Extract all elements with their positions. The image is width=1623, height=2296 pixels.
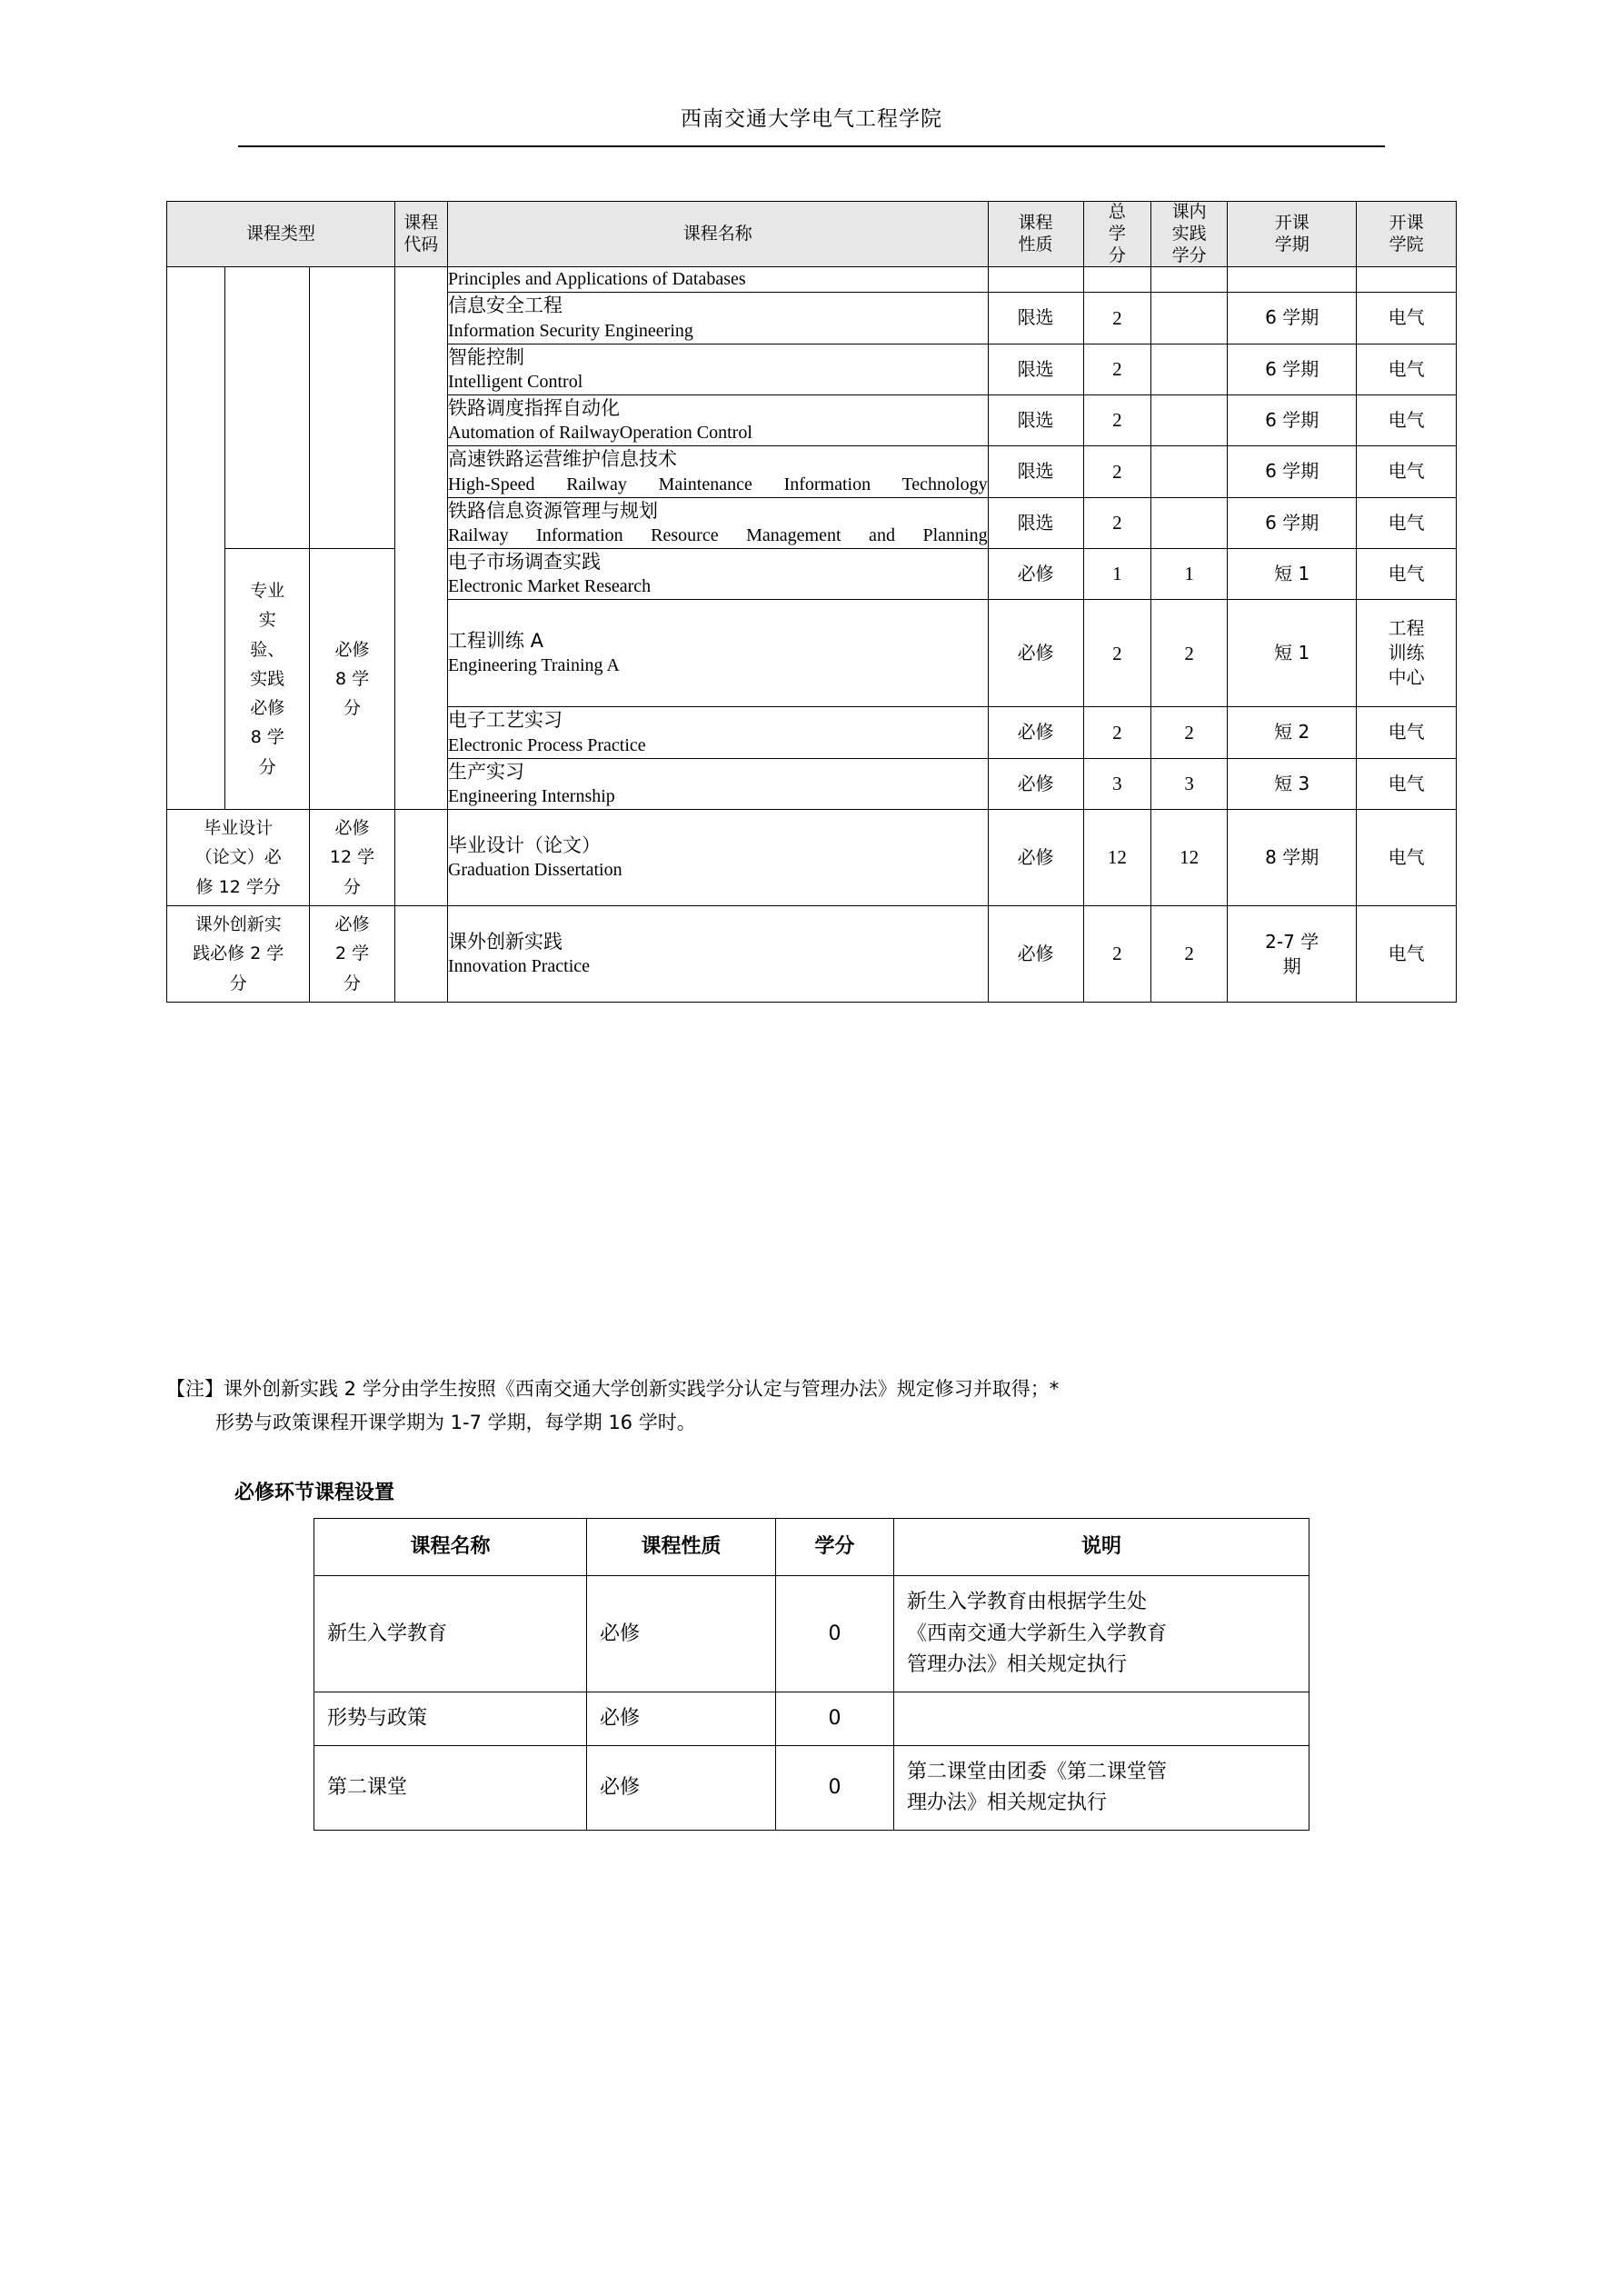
course-name-cn: 高速铁路运营维护信息技术 <box>447 448 677 471</box>
course-credits: 2 <box>1083 293 1151 344</box>
course-code-cell <box>394 267 447 810</box>
course-practice-credits: 1 <box>1151 548 1228 599</box>
course-practice-credits: 12 <box>1151 810 1228 906</box>
table-row <box>314 1692 1309 1746</box>
req-desc-line: 理办法》相关规定执行 <box>907 1792 1108 1815</box>
course-credits <box>1083 267 1151 293</box>
group-line: 8 学 <box>250 727 284 748</box>
group-line: 分 <box>344 973 362 993</box>
header-term <box>1228 202 1357 267</box>
course-college: 电气 <box>1357 758 1457 809</box>
course-name-cn: 铁路调度指挥自动化 <box>447 396 620 419</box>
course-nature: 必修 <box>988 906 1083 1003</box>
req-name: 第二课堂 <box>314 1746 587 1831</box>
course-name-cell <box>447 758 988 809</box>
course-nature: 必修 <box>988 600 1083 707</box>
required-modules-table-container <box>314 1518 1309 1831</box>
course-name-cn: 信息安全工程 <box>447 294 563 317</box>
course-college: 电气 <box>1357 394 1457 445</box>
header-college-line1: 开课 <box>1389 212 1424 233</box>
course-practice-credits: 2 <box>1151 906 1228 1003</box>
header-category: 课程类型 <box>167 202 395 267</box>
course-name-en: Graduation Dissertation <box>447 860 622 881</box>
term-line: 期 <box>1282 954 1301 977</box>
course-name-en: Innovation Practice <box>447 956 591 977</box>
table-row <box>167 267 1457 293</box>
course-code-cell <box>394 906 447 1003</box>
course-name-cn: 电子市场调查实践 <box>447 550 601 573</box>
course-practice-credits: 2 <box>1151 600 1228 707</box>
course-college: 电气 <box>1357 446 1457 497</box>
req-desc <box>894 1692 1309 1746</box>
course-credits: 2 <box>1083 446 1151 497</box>
course-name-en: High-Speed Railway Maintenance Information Technology <box>447 474 988 494</box>
table-header-row <box>167 202 1457 267</box>
course-college: 电气 <box>1357 497 1457 548</box>
course-college: 电气 <box>1357 810 1457 906</box>
req-desc <box>894 1746 1309 1831</box>
course-credits: 2 <box>1083 600 1151 707</box>
group-line: 8 学 <box>334 668 370 689</box>
course-name-cell <box>447 707 988 758</box>
course-name-cn: 课外创新实践 <box>447 930 563 953</box>
group-line: 实 <box>258 610 276 631</box>
course-code-cell <box>394 810 447 906</box>
course-term <box>1228 906 1357 1003</box>
header-name: 课程名称 <box>447 202 988 267</box>
header-practice-line3: 学分 <box>1171 245 1207 265</box>
header-term-line2: 学期 <box>1274 234 1309 255</box>
group-line: （论文）必 <box>194 847 282 868</box>
req-credit: 0 <box>776 1746 894 1831</box>
req-header-desc: 说明 <box>894 1519 1309 1576</box>
req-nature: 必修 <box>587 1746 776 1831</box>
course-name-en: Principles and Applications of Databases <box>447 269 746 290</box>
req-credit: 0 <box>776 1692 894 1746</box>
course-name-en: Automation of RailwayOperation Control <box>447 423 752 444</box>
course-name-cn: 铁路信息资源管理与规划 <box>447 499 658 522</box>
header-total-credits-line3: 分 <box>1108 245 1126 265</box>
course-name-cell <box>447 446 988 497</box>
course-name-cn: 智能控制 <box>447 345 524 368</box>
group-line: 分 <box>229 973 247 993</box>
course-name-cell <box>447 810 988 906</box>
course-nature: 限选 <box>988 344 1083 394</box>
course-term: 6 学期 <box>1228 293 1357 344</box>
course-college: 电气 <box>1357 293 1457 344</box>
course-nature: 必修 <box>988 810 1083 906</box>
group-cell-elective-credits <box>310 267 394 549</box>
course-table-container <box>166 201 1457 1003</box>
header-total-credits <box>1083 202 1151 267</box>
course-term <box>1228 267 1357 293</box>
req-name: 形势与政策 <box>314 1692 587 1746</box>
course-nature: 必修 <box>988 548 1083 599</box>
group-line: 必修 <box>250 698 285 719</box>
course-credits: 2 <box>1083 344 1151 394</box>
header-divider <box>238 145 1385 147</box>
course-college <box>1357 600 1457 707</box>
req-credit: 0 <box>776 1576 894 1692</box>
header-code-line2: 代码 <box>403 234 439 255</box>
header-code-line1: 课程 <box>403 212 439 233</box>
group-line: 实践 <box>250 668 285 689</box>
course-nature: 限选 <box>988 293 1083 344</box>
group-line: 12 学 <box>329 847 375 868</box>
college-line: 训练 <box>1388 642 1425 664</box>
course-term: 6 学期 <box>1228 394 1357 445</box>
course-credits: 12 <box>1083 810 1151 906</box>
course-name-cn: 毕业设计（论文） <box>447 834 601 856</box>
group-cell-outer <box>167 267 225 810</box>
course-term: 短 1 <box>1228 600 1357 707</box>
table-row <box>314 1576 1309 1692</box>
course-name-cell <box>447 267 988 293</box>
header-nature-line1: 课程 <box>1018 212 1053 233</box>
course-name-cn: 生产实习 <box>447 760 524 783</box>
req-header-credit: 学分 <box>776 1519 894 1576</box>
course-term: 短 2 <box>1228 707 1357 758</box>
table-row <box>314 1746 1309 1831</box>
req-name: 新生入学教育 <box>314 1576 587 1692</box>
header-college-line2: 学院 <box>1389 234 1424 255</box>
course-credits: 2 <box>1083 497 1151 548</box>
course-name-en: Electronic Market Research <box>447 576 652 597</box>
header-title: 西南交通大学电气工程学院 <box>681 107 942 131</box>
group-line: 必修 <box>334 818 370 839</box>
course-name-cn: 电子工艺实习 <box>447 709 563 732</box>
table-header-row <box>314 1519 1309 1576</box>
table-row <box>167 810 1457 906</box>
table-row <box>167 906 1457 1003</box>
table-row <box>167 548 1457 599</box>
course-term: 6 学期 <box>1228 446 1357 497</box>
course-table <box>166 201 1457 1003</box>
header-total-credits-line2: 学 <box>1108 223 1126 244</box>
header-practice-line1: 课内 <box>1171 202 1207 222</box>
group-label-major-practice <box>225 548 310 809</box>
req-header-name: 课程名称 <box>314 1519 587 1576</box>
course-nature: 限选 <box>988 497 1083 548</box>
header-college <box>1357 202 1457 267</box>
course-name-en: Information Security Engineering <box>447 320 693 341</box>
course-name-cell <box>447 344 988 394</box>
group-line: 必修 <box>334 639 370 660</box>
header-nature-line2: 性质 <box>1018 234 1053 255</box>
req-desc-line: 管理办法》相关规定执行 <box>907 1652 1128 1676</box>
group-line: 必修 <box>334 914 370 935</box>
course-practice-credits <box>1151 497 1228 548</box>
course-practice-credits <box>1151 344 1228 394</box>
course-name-cell <box>447 394 988 445</box>
required-modules-table <box>314 1518 1309 1831</box>
header-practice-line2: 实践 <box>1171 223 1207 244</box>
course-college: 电气 <box>1357 548 1457 599</box>
header-term-line1: 开课 <box>1274 212 1309 233</box>
course-college: 电气 <box>1357 707 1457 758</box>
group-line: 践必修 2 学 <box>193 943 284 964</box>
header-total-credits-line1: 总 <box>1108 202 1126 222</box>
group-label-innovation <box>167 906 310 1003</box>
course-term: 短 1 <box>1228 548 1357 599</box>
course-college: 电气 <box>1357 344 1457 394</box>
note-line-2: 形势与政策课程开课学期为 1-7 学期，每学期 16 学时。 <box>215 1411 696 1433</box>
term-line: 2-7 学 <box>1265 930 1319 953</box>
course-practice-credits: 3 <box>1151 758 1228 809</box>
course-term: 短 3 <box>1228 758 1357 809</box>
college-line: 工程 <box>1388 617 1425 640</box>
course-name-en: Intelligent Control <box>447 371 583 392</box>
section-heading: 必修环节课程设置 <box>234 1482 395 1504</box>
course-name-en: Railway Information Resource Management and Planning <box>447 524 988 545</box>
course-practice-credits <box>1151 394 1228 445</box>
course-name-en: Engineering Internship <box>447 786 615 806</box>
course-nature <box>988 267 1083 293</box>
course-name-cell <box>447 293 988 344</box>
course-practice-credits: 2 <box>1151 707 1228 758</box>
group-line: 2 学 <box>334 943 370 964</box>
req-desc-line: 《西南交通大学新生入学教育 <box>907 1622 1168 1645</box>
req-nature: 必修 <box>587 1576 776 1692</box>
group-line: 毕业设计 <box>204 818 274 839</box>
page-header <box>0 107 1623 133</box>
course-term: 6 学期 <box>1228 344 1357 394</box>
college-line: 中心 <box>1388 666 1425 689</box>
course-name-cell <box>447 906 988 1003</box>
req-desc <box>894 1576 1309 1692</box>
req-header-nature: 课程性质 <box>587 1519 776 1576</box>
header-practice-credits <box>1151 202 1228 267</box>
course-credits: 3 <box>1083 758 1151 809</box>
group-credits-major-practice <box>310 548 394 809</box>
course-practice-credits <box>1151 446 1228 497</box>
course-nature: 限选 <box>988 394 1083 445</box>
group-line: 专业 <box>250 580 285 601</box>
req-nature: 必修 <box>587 1692 776 1746</box>
course-term: 8 学期 <box>1228 810 1357 906</box>
header-nature <box>988 202 1083 267</box>
group-credits-innovation <box>310 906 394 1003</box>
course-name-en: Electronic Process Practice <box>447 734 646 755</box>
group-credits-graduation <box>310 810 394 906</box>
group-line: 课外创新实 <box>194 914 282 935</box>
req-desc-line: 第二课堂由团委《第二课堂管 <box>907 1761 1168 1784</box>
course-credits: 2 <box>1083 394 1151 445</box>
course-nature: 必修 <box>988 758 1083 809</box>
group-line: 分 <box>258 756 276 777</box>
header-code <box>394 202 447 267</box>
group-line: 验、 <box>250 639 285 660</box>
course-credits: 2 <box>1083 707 1151 758</box>
course-credits: 1 <box>1083 548 1151 599</box>
course-name-cell <box>447 497 988 548</box>
group-cell-elective <box>225 267 310 549</box>
course-practice-credits <box>1151 267 1228 293</box>
group-line: 分 <box>344 698 362 719</box>
course-term: 6 学期 <box>1228 497 1357 548</box>
course-practice-credits <box>1151 293 1228 344</box>
course-name-en: Engineering Training A <box>447 655 620 676</box>
course-college: 电气 <box>1357 906 1457 1003</box>
course-name-cell <box>447 600 988 707</box>
course-nature: 限选 <box>988 446 1083 497</box>
req-desc-line: 新生入学教育由根据学生处 <box>907 1591 1148 1614</box>
course-name-cn: 工程训练 A <box>447 630 543 653</box>
course-credits: 2 <box>1083 906 1151 1003</box>
group-line: 修 12 学分 <box>195 876 281 897</box>
course-college <box>1357 267 1457 293</box>
table-note <box>166 1373 1466 1440</box>
group-line: 分 <box>344 876 362 897</box>
course-nature: 必修 <box>988 707 1083 758</box>
group-label-graduation <box>167 810 310 906</box>
note-line-1: 【注】课外创新实践 2 学分由学生按照《西南交通大学创新实践学分认定与管理办法》规定修习并取得；* <box>166 1378 1060 1400</box>
course-name-cell <box>447 548 988 599</box>
